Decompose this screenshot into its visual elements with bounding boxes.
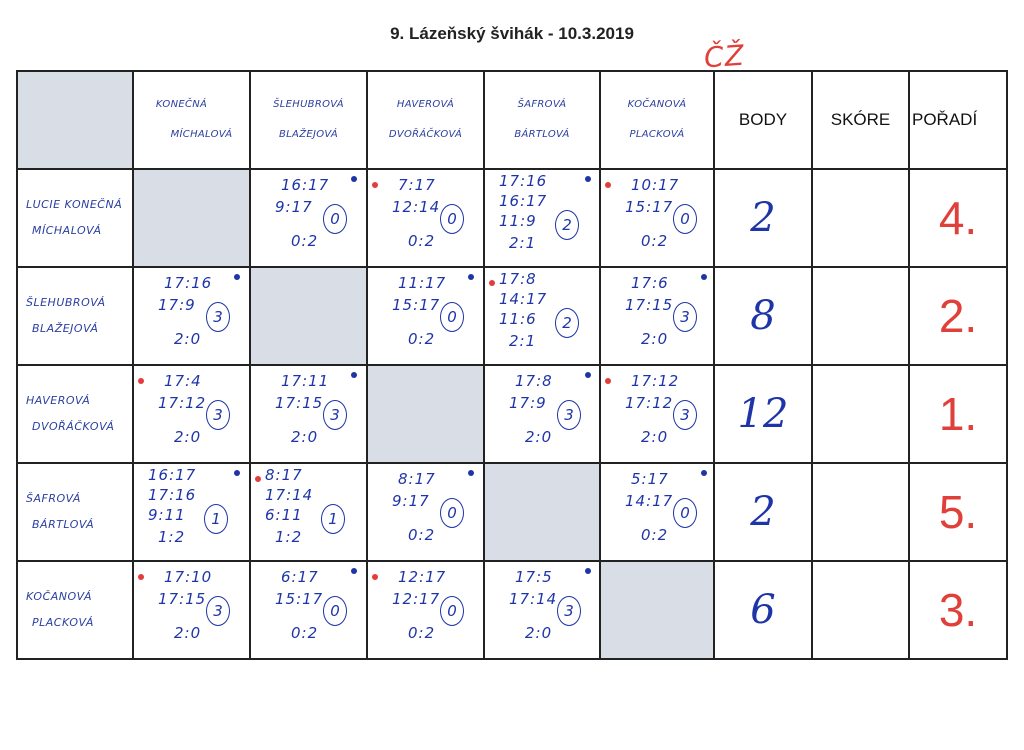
row-player-name bbox=[17, 267, 133, 365]
match-points: 3 bbox=[673, 302, 697, 332]
set-score: 6:11 bbox=[265, 506, 303, 524]
set-score: 10:17 bbox=[631, 176, 680, 194]
table-row bbox=[17, 267, 1007, 365]
header-row bbox=[17, 71, 1007, 169]
set-score: 8:17 bbox=[398, 470, 436, 488]
match-result: 2:0 bbox=[525, 428, 553, 446]
column-header-line1: ŠAFROVÁ bbox=[517, 99, 567, 110]
ink-dot-mark bbox=[585, 176, 591, 182]
set-score: 12:17 bbox=[398, 568, 447, 586]
set-score: 12:14 bbox=[392, 198, 441, 216]
match-points: 0 bbox=[323, 204, 347, 234]
column-header-1 bbox=[133, 71, 250, 169]
match-cell bbox=[600, 463, 714, 561]
column-header-line1: KONEČNÁ bbox=[155, 99, 208, 110]
row-placing: 1. bbox=[909, 365, 1007, 463]
stamp-initials: ČŽ bbox=[702, 38, 746, 75]
match-result: 2:1 bbox=[509, 332, 537, 350]
row-name-line2: BÁRTLOVÁ bbox=[32, 518, 95, 531]
set-score: 12:17 bbox=[392, 590, 441, 608]
set-score: 17:15 bbox=[275, 394, 324, 412]
set-score: 17:8 bbox=[499, 270, 537, 288]
match-points: 0 bbox=[440, 302, 464, 332]
self-match-cell bbox=[133, 169, 250, 267]
ink-dot-mark bbox=[255, 476, 261, 482]
column-header-4 bbox=[484, 71, 600, 169]
match-result: 1:2 bbox=[275, 528, 303, 546]
ink-dot-mark bbox=[234, 470, 240, 476]
ink-dot-mark bbox=[351, 176, 357, 182]
column-header-3 bbox=[367, 71, 484, 169]
corner-cell bbox=[17, 71, 133, 169]
column-header-5 bbox=[600, 71, 714, 169]
column-header-line1: KOČANOVÁ bbox=[627, 99, 687, 110]
match-cell bbox=[250, 365, 367, 463]
match-result: 0:2 bbox=[641, 526, 669, 544]
match-result: 0:2 bbox=[408, 232, 436, 250]
match-points: 0 bbox=[440, 204, 464, 234]
row-name-line1: ŠLEHUBROVÁ bbox=[26, 296, 106, 309]
match-result: 0:2 bbox=[291, 232, 319, 250]
set-score: 17:11 bbox=[281, 372, 330, 390]
ink-dot-mark bbox=[234, 274, 240, 280]
match-points: 3 bbox=[206, 596, 230, 626]
set-score: 17:12 bbox=[631, 372, 680, 390]
match-result: 2:0 bbox=[174, 330, 202, 348]
match-points: 3 bbox=[557, 400, 581, 430]
set-score: 17:6 bbox=[631, 274, 669, 292]
set-score: 17:15 bbox=[158, 590, 207, 608]
set-score: 17:9 bbox=[509, 394, 547, 412]
row-name-line2: DVOŘÁČKOVÁ bbox=[32, 420, 115, 433]
row-body-points: 2 bbox=[714, 463, 812, 561]
match-points: 3 bbox=[323, 400, 347, 430]
match-result: 0:2 bbox=[291, 624, 319, 642]
column-header-line2: MÍCHALOVÁ bbox=[170, 129, 233, 140]
row-body-points: 12 bbox=[714, 365, 812, 463]
match-points: 2 bbox=[555, 308, 579, 338]
table-row bbox=[17, 365, 1007, 463]
match-cell bbox=[600, 365, 714, 463]
row-player-name bbox=[17, 463, 133, 561]
self-match-cell bbox=[367, 365, 484, 463]
ink-dot-mark bbox=[372, 574, 378, 580]
match-cell bbox=[133, 463, 250, 561]
table-row bbox=[17, 561, 1007, 659]
row-body-points: 6 bbox=[714, 561, 812, 659]
header-skore: SKÓRE bbox=[812, 71, 909, 169]
match-cell bbox=[484, 561, 600, 659]
row-name-line2: BLAŽEJOVÁ bbox=[32, 322, 99, 335]
match-result: 2:0 bbox=[174, 624, 202, 642]
match-cell bbox=[484, 169, 600, 267]
ink-dot-mark bbox=[489, 280, 495, 286]
ink-dot-mark bbox=[585, 568, 591, 574]
match-result: 2:0 bbox=[174, 428, 202, 446]
ink-dot-mark bbox=[351, 372, 357, 378]
ink-dot-mark bbox=[138, 574, 144, 580]
column-header-line1: HAVEROVÁ bbox=[396, 99, 455, 110]
set-score: 16:17 bbox=[499, 192, 548, 210]
row-body-points: 8 bbox=[714, 267, 812, 365]
self-match-cell bbox=[250, 267, 367, 365]
header-body: BODY bbox=[714, 71, 812, 169]
row-body-points: 2 bbox=[714, 169, 812, 267]
match-points: 1 bbox=[321, 504, 345, 534]
column-header-line2: BLAŽEJOVÁ bbox=[279, 129, 338, 140]
set-score: 17:15 bbox=[625, 296, 674, 314]
set-score: 11:17 bbox=[398, 274, 447, 292]
match-points: 0 bbox=[440, 498, 464, 528]
set-score: 9:17 bbox=[392, 492, 430, 510]
match-cell bbox=[600, 169, 714, 267]
row-skore bbox=[812, 267, 909, 365]
page-title: 9. Lázeňský švihák - 10.3.2019 bbox=[390, 24, 634, 43]
match-result: 0:2 bbox=[408, 330, 436, 348]
set-score: 9:11 bbox=[148, 506, 186, 524]
row-skore bbox=[812, 169, 909, 267]
ink-dot-mark bbox=[605, 182, 611, 188]
match-points: 0 bbox=[673, 204, 697, 234]
row-name-line2: MÍCHALOVÁ bbox=[32, 224, 102, 237]
ink-dot-mark bbox=[585, 372, 591, 378]
match-cell bbox=[250, 463, 367, 561]
self-match-cell bbox=[484, 463, 600, 561]
row-player-name bbox=[17, 561, 133, 659]
set-score: 17:16 bbox=[148, 486, 197, 504]
match-cell bbox=[250, 561, 367, 659]
column-header-line2: PLACKOVÁ bbox=[629, 129, 685, 140]
header-poradi: POŘADÍ bbox=[909, 71, 1007, 169]
match-cell bbox=[133, 561, 250, 659]
row-name-line2: PLACKOVÁ bbox=[32, 616, 94, 629]
match-result: 2:0 bbox=[291, 428, 319, 446]
set-score: 11:6 bbox=[499, 310, 537, 328]
match-cell bbox=[367, 169, 484, 267]
set-score: 11:9 bbox=[499, 212, 537, 230]
ink-dot-mark bbox=[468, 274, 474, 280]
row-name-line1: LUCIE KONEČNÁ bbox=[26, 198, 123, 211]
set-score: 17:5 bbox=[515, 568, 553, 586]
set-score: 17:12 bbox=[625, 394, 674, 412]
match-cell bbox=[484, 267, 600, 365]
set-score: 15:17 bbox=[625, 198, 674, 216]
ink-dot-mark bbox=[351, 568, 357, 574]
row-placing: 3. bbox=[909, 561, 1007, 659]
match-result: 2:0 bbox=[641, 428, 669, 446]
match-points: 3 bbox=[206, 400, 230, 430]
match-points: 3 bbox=[557, 596, 581, 626]
row-player-name bbox=[17, 169, 133, 267]
set-score: 8:17 bbox=[265, 466, 303, 484]
set-score: 17:16 bbox=[164, 274, 213, 292]
match-cell bbox=[133, 267, 250, 365]
ink-dot-mark bbox=[468, 470, 474, 476]
set-score: 14:17 bbox=[625, 492, 674, 510]
row-skore bbox=[812, 561, 909, 659]
set-score: 17:4 bbox=[164, 372, 202, 390]
match-cell bbox=[484, 365, 600, 463]
table-row bbox=[17, 463, 1007, 561]
match-points: 3 bbox=[206, 302, 230, 332]
ink-dot-mark bbox=[701, 274, 707, 280]
row-placing: 5. bbox=[909, 463, 1007, 561]
column-header-line1: ŠLEHUBROVÁ bbox=[273, 99, 344, 110]
match-result: 0:2 bbox=[641, 232, 669, 250]
set-score: 17:10 bbox=[164, 568, 213, 586]
set-score: 17:14 bbox=[265, 486, 314, 504]
set-score: 7:17 bbox=[398, 176, 436, 194]
set-score: 6:17 bbox=[281, 568, 319, 586]
match-cell bbox=[600, 267, 714, 365]
match-cell bbox=[133, 365, 250, 463]
match-result: 1:2 bbox=[158, 528, 186, 546]
set-score: 16:17 bbox=[281, 176, 330, 194]
row-player-name bbox=[17, 365, 133, 463]
match-points: 0 bbox=[673, 498, 697, 528]
ink-dot-mark bbox=[372, 182, 378, 188]
row-name-line1: HAVEROVÁ bbox=[26, 394, 91, 407]
match-cell bbox=[367, 267, 484, 365]
column-header-2 bbox=[250, 71, 367, 169]
row-skore bbox=[812, 463, 909, 561]
match-result: 2:0 bbox=[525, 624, 553, 642]
set-score: 16:17 bbox=[148, 466, 197, 484]
match-cell bbox=[367, 561, 484, 659]
table-row bbox=[17, 169, 1007, 267]
match-points: 0 bbox=[440, 596, 464, 626]
set-score: 17:14 bbox=[509, 590, 558, 608]
match-points: 0 bbox=[323, 596, 347, 626]
column-header-line2: DVOŘÁČKOVÁ bbox=[388, 129, 463, 140]
match-result: 0:2 bbox=[408, 624, 436, 642]
match-points: 2 bbox=[555, 210, 579, 240]
row-name-line1: KOČANOVÁ bbox=[26, 590, 92, 603]
match-result: 0:2 bbox=[408, 526, 436, 544]
match-points: 3 bbox=[673, 400, 697, 430]
set-score: 14:17 bbox=[499, 290, 548, 308]
row-placing: 4. bbox=[909, 169, 1007, 267]
set-score: 5:17 bbox=[631, 470, 669, 488]
set-score: 17:9 bbox=[158, 296, 196, 314]
row-name-line1: ŠAFROVÁ bbox=[26, 492, 81, 505]
ink-dot-mark bbox=[605, 378, 611, 384]
set-score: 9:17 bbox=[275, 198, 313, 216]
column-header-line2: BÁRTLOVÁ bbox=[514, 129, 570, 140]
set-score: 17:16 bbox=[499, 172, 548, 190]
row-skore bbox=[812, 365, 909, 463]
match-result: 2:0 bbox=[641, 330, 669, 348]
match-points: 1 bbox=[204, 504, 228, 534]
self-match-cell bbox=[600, 561, 714, 659]
set-score: 15:17 bbox=[275, 590, 324, 608]
ink-dot-mark bbox=[701, 470, 707, 476]
row-placing: 2. bbox=[909, 267, 1007, 365]
match-cell bbox=[250, 169, 367, 267]
set-score: 15:17 bbox=[392, 296, 441, 314]
results-table bbox=[16, 70, 1008, 660]
ink-dot-mark bbox=[138, 378, 144, 384]
match-cell bbox=[367, 463, 484, 561]
match-result: 2:1 bbox=[509, 234, 537, 252]
set-score: 17:12 bbox=[158, 394, 207, 412]
set-score: 17:8 bbox=[515, 372, 553, 390]
